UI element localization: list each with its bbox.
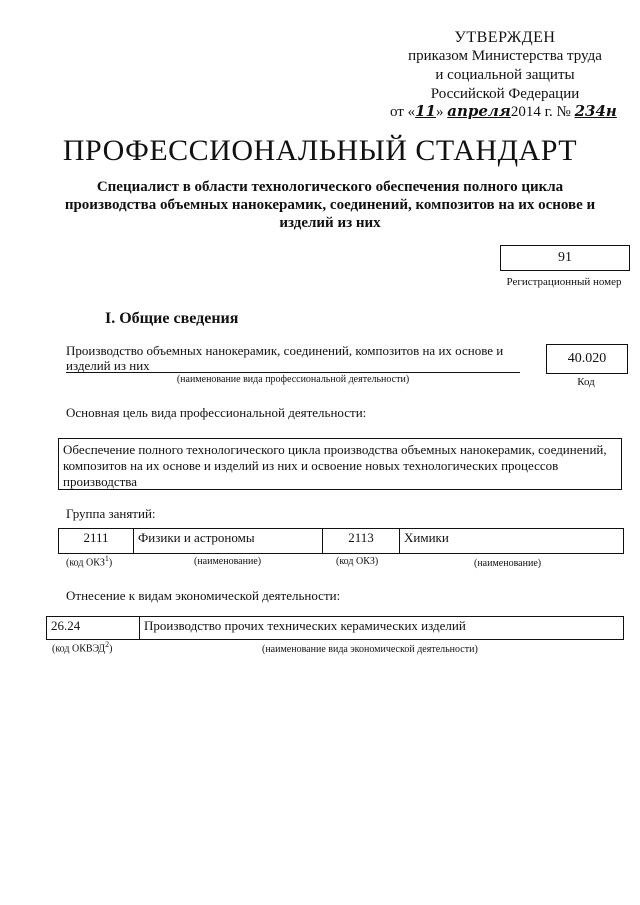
okz-name-cell: Физики и астрономы	[134, 529, 323, 554]
order-number: 234н	[574, 102, 617, 120]
goal-label: Основная цель вида профессиональной деятельности:	[66, 405, 367, 420]
activity-caption: (наименование вида профессиональной деятельности)	[176, 374, 410, 385]
table-row	[59, 529, 624, 554]
activity-underline	[66, 372, 520, 373]
okz-name-caption-2: (наименование)	[474, 558, 542, 569]
okved-name-caption: (наименование вида экономической деятельности)	[262, 644, 478, 655]
order-quote-close: »	[435, 104, 444, 120]
order-day: 11	[415, 102, 436, 120]
occupation-group-label: Группа занятий:	[66, 506, 156, 521]
registration-number-box: 91	[500, 245, 630, 271]
okved-label: Отнесение к видам экономической деятельности:	[66, 588, 341, 603]
approval-block	[380, 28, 630, 104]
document-title: ПРОФЕССИОНАЛЬНЫЙ СТАНДАРТ	[62, 134, 578, 167]
approval-line-1: приказом Министерства труда	[408, 48, 602, 64]
order-date-line	[390, 102, 630, 121]
okved-code-caption: (код ОКВЭД$^2$)	[52, 640, 113, 655]
approval-heading: УТВЕРЖДЕН	[454, 29, 556, 46]
order-from-prefix: от «	[390, 104, 416, 120]
okz-code-caption: (код ОКЗ$^1$)	[66, 554, 113, 569]
okz-code-cell: 2113	[323, 529, 400, 554]
okz-code-caption-2: (код ОКЗ)	[336, 556, 379, 567]
order-month: апреля	[447, 102, 511, 120]
goal-text-box: Обеспечение полного технологического цикла производства объемных нанокерамик, соединений, композитов на их основе и изделий из них и освоение новых технологических процессов производства	[58, 438, 622, 490]
okved-code-cell: 26.24	[47, 617, 140, 640]
document-subtitle: Специалист в области технологического обеспечения полного цикла производства объемных нанокерамик, соединений, композитов на их основе и изделий из них	[64, 179, 596, 231]
table-row	[47, 617, 624, 640]
okved-name-cell: Производство прочих технических керамических изделий	[140, 617, 624, 640]
occupation-table	[58, 528, 624, 554]
approval-line-2: и социальной защиты	[435, 67, 575, 83]
order-year: 2014 г. №	[510, 104, 571, 120]
activity-name: Производство объемных нанокерамик, соединений, композитов на их основе и изделий из них	[66, 343, 504, 373]
section-heading: I. Общие сведения	[105, 310, 239, 327]
registration-number-label: Регистрационный номер	[506, 276, 622, 288]
okved-table	[46, 616, 624, 640]
activity-code-box: 40.020	[546, 344, 628, 374]
okz-name-cell: Химики	[400, 529, 624, 554]
okz-name-caption: (наименование)	[194, 556, 262, 567]
activity-code-label: Код	[577, 376, 595, 388]
approval-line-3: Российской Федерации	[430, 86, 580, 102]
okz-code-cell: 2111	[59, 529, 134, 554]
